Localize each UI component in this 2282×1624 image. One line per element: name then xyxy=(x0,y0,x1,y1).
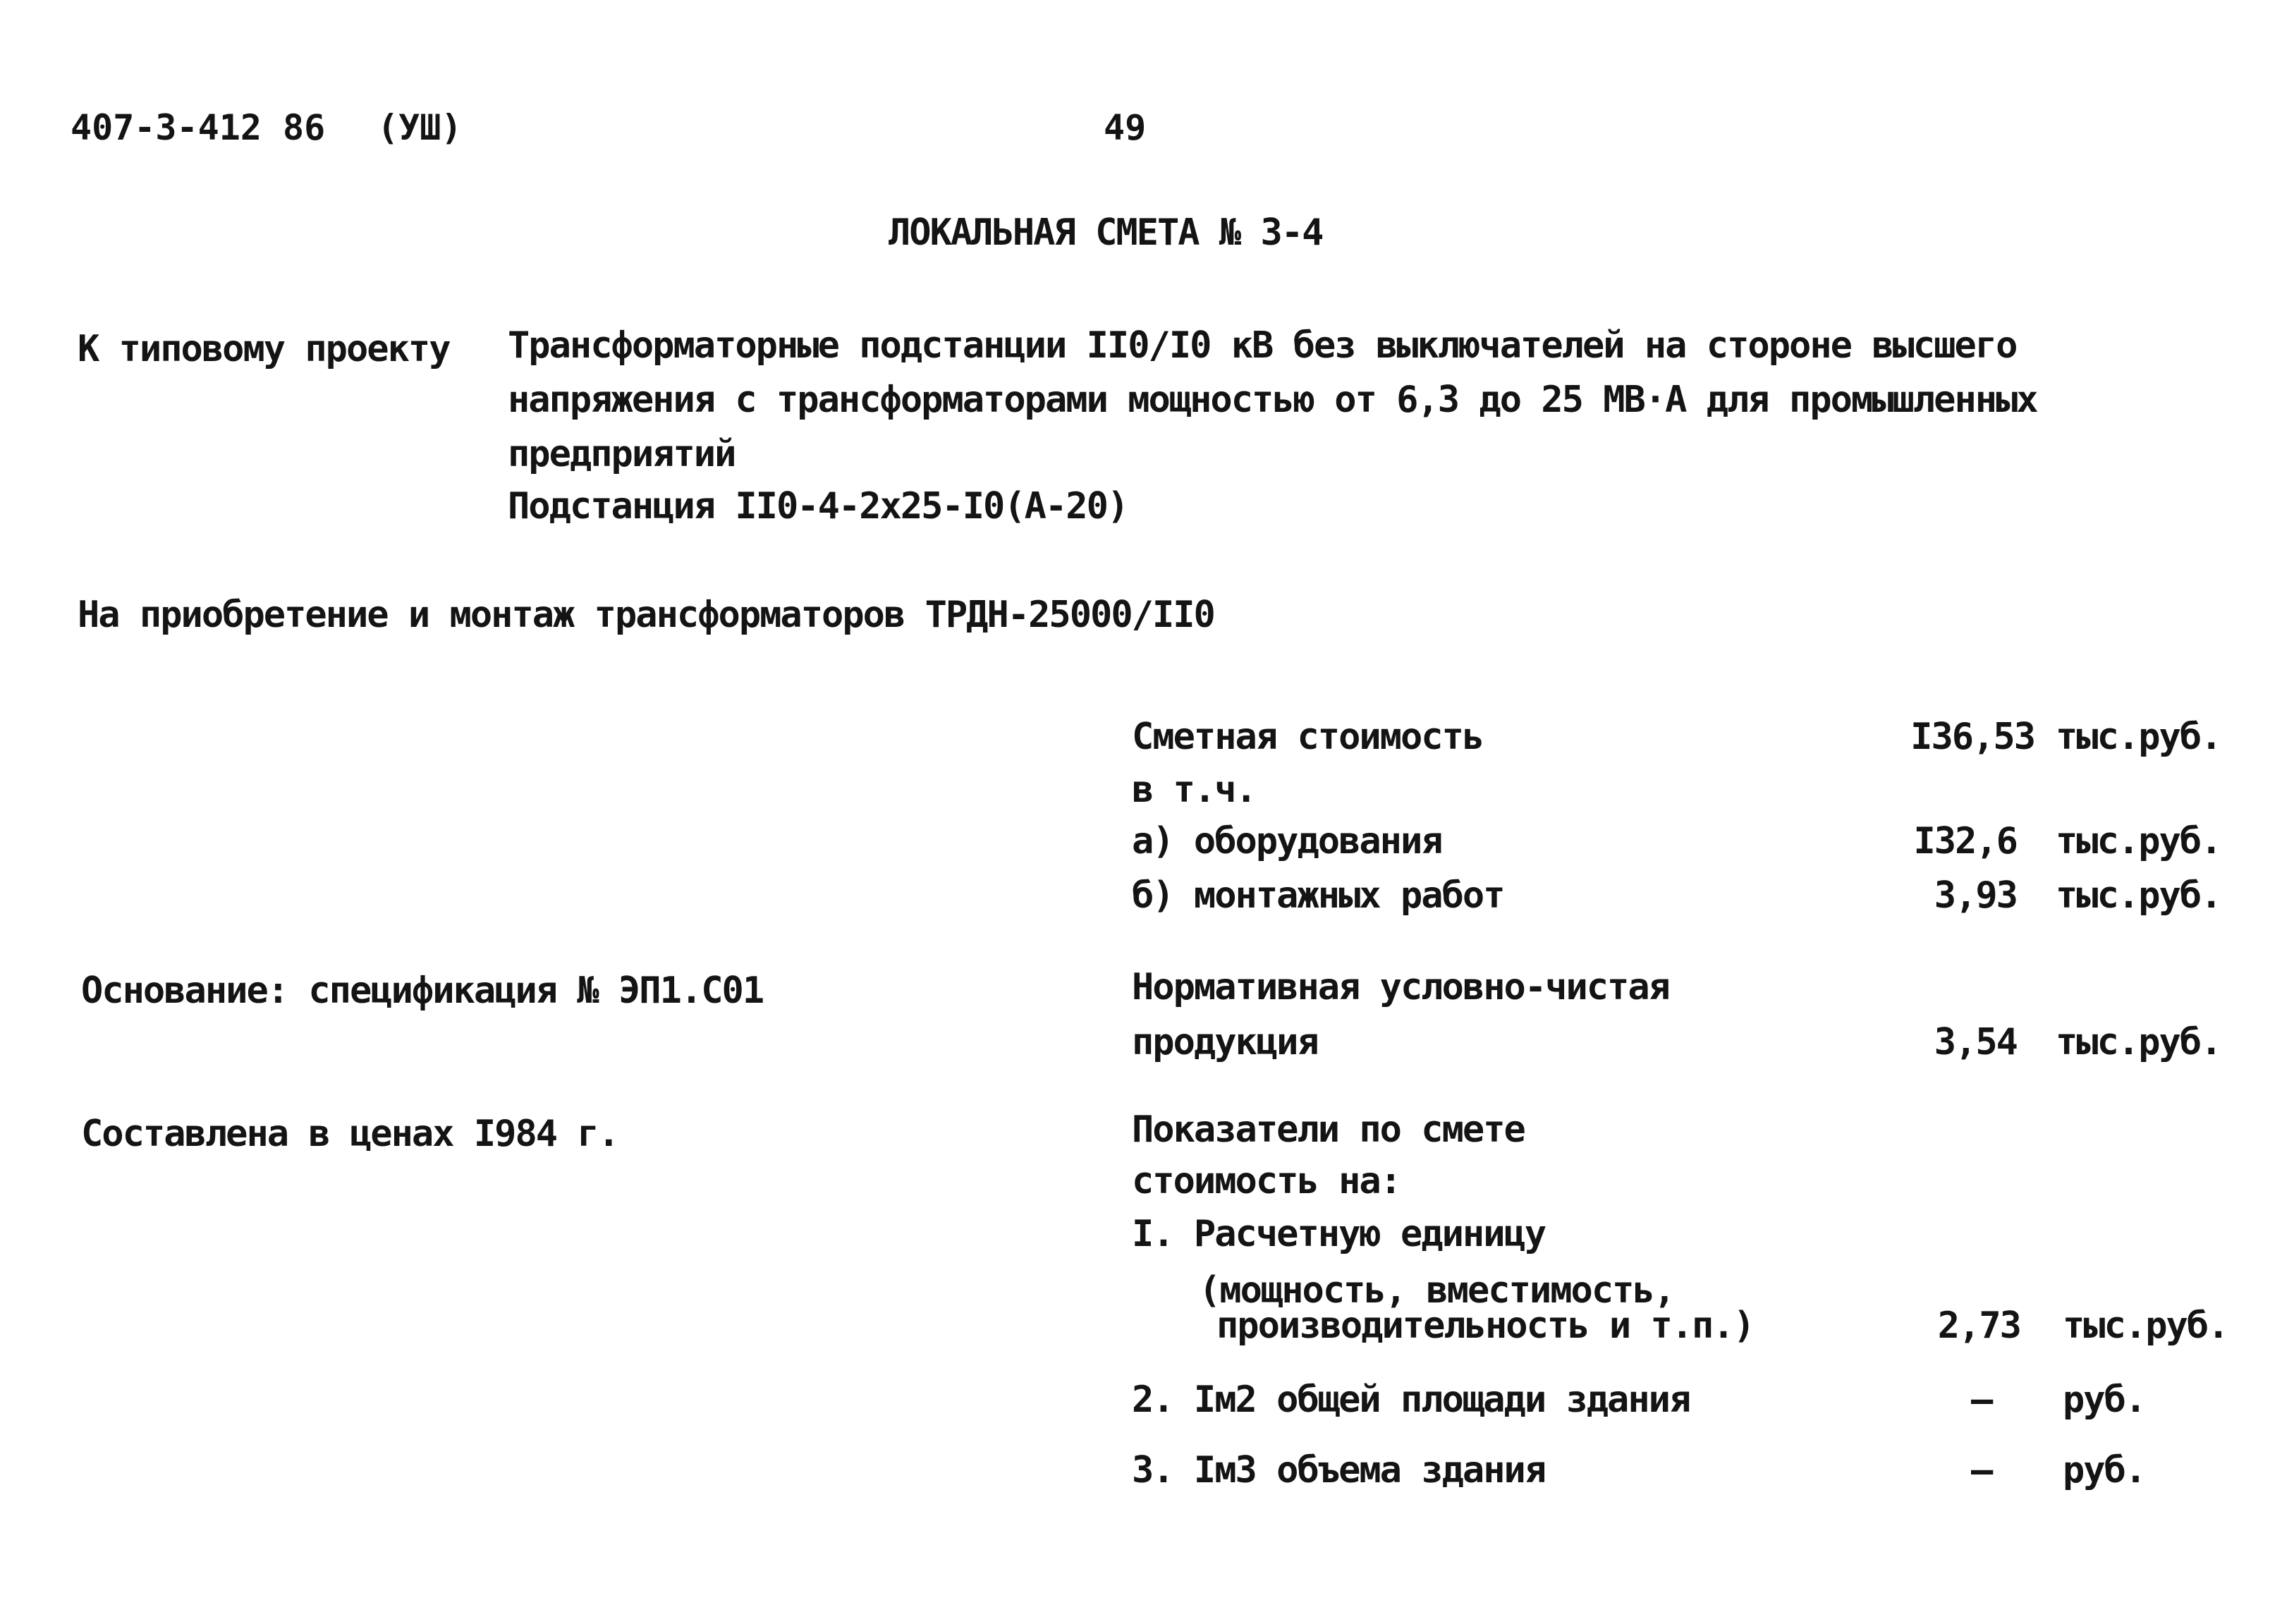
installation-value: 3,93 xyxy=(1934,874,2017,917)
indicator-2-label: 2. Iм2 общей площади здания xyxy=(1132,1379,1690,1421)
page-number: 49 xyxy=(1104,107,1147,148)
project-line-4: Подстанция II0-4-2x25-I0(А-20) xyxy=(508,485,1128,527)
indicator-3-label: 3. Iм3 объема здания xyxy=(1132,1449,1546,1491)
indicators-heading-2: стоимость на: xyxy=(1132,1160,1401,1202)
installation-label: б) монтажных работ xyxy=(1132,874,1504,917)
document-code: (УШ) xyxy=(377,107,463,148)
document-number: 407-3-412 86 xyxy=(71,107,326,148)
net-product-unit: тыс.руб. xyxy=(2056,1021,2221,1063)
equipment-unit: тыс.руб. xyxy=(2056,820,2221,862)
indicator-1-sub-1: (мощность, вместимость, xyxy=(1199,1269,1675,1312)
including-label: в т.ч. xyxy=(1132,769,1256,811)
project-line-2: напряжения с трансформаторами мощностью от 6,3 до 25 МВ·А для промышленных xyxy=(508,379,2037,421)
purpose-line: На приобретение и монтаж трансформаторов ТРДН-25000/II0 xyxy=(78,594,1214,636)
indicator-2-unit: руб. xyxy=(2063,1379,2146,1421)
total-cost-unit: тыс.руб. xyxy=(2056,716,2221,758)
installation-unit: тыс.руб. xyxy=(2056,874,2221,917)
indicator-1-sub-2: производительность и т.п.) xyxy=(1216,1305,1754,1347)
basis-line: Основание: спецификация № ЭП1.С01 xyxy=(81,970,764,1012)
indicator-2-value: – xyxy=(1971,1379,1992,1421)
total-cost-label: Сметная стоимость xyxy=(1132,716,1484,758)
indicator-1-label: I. Расчетную единицу xyxy=(1132,1213,1546,1255)
equipment-value: I32,6 xyxy=(1913,820,2017,862)
prices-year-line: Составлена в ценах I984 г. xyxy=(81,1113,618,1155)
page-title: ЛОКАЛЬНАЯ СМЕТА № 3-4 xyxy=(889,212,1323,254)
equipment-label: а) оборудования xyxy=(1132,820,1442,862)
project-line-1: Трансформаторные подстанции II0/I0 кВ без выключателей на стороне высшего xyxy=(508,324,2017,367)
indicator-1-value: 2,73 xyxy=(1937,1305,2020,1347)
net-product-label-2: продукция xyxy=(1132,1021,1318,1063)
net-product-label-1: Нормативная условно-чистая xyxy=(1132,966,1669,1008)
indicator-3-value: – xyxy=(1971,1449,1992,1491)
indicator-1-unit: тыс.руб. xyxy=(2063,1305,2228,1347)
project-line-3: предприятий xyxy=(508,433,736,475)
total-cost-value: I36,53 xyxy=(1910,716,2034,758)
indicator-3-unit: руб. xyxy=(2063,1449,2146,1491)
net-product-value: 3,54 xyxy=(1934,1021,2017,1063)
indicators-heading-1: Показатели по смете xyxy=(1132,1109,1525,1151)
project-label: К типовому проекту xyxy=(78,328,450,370)
